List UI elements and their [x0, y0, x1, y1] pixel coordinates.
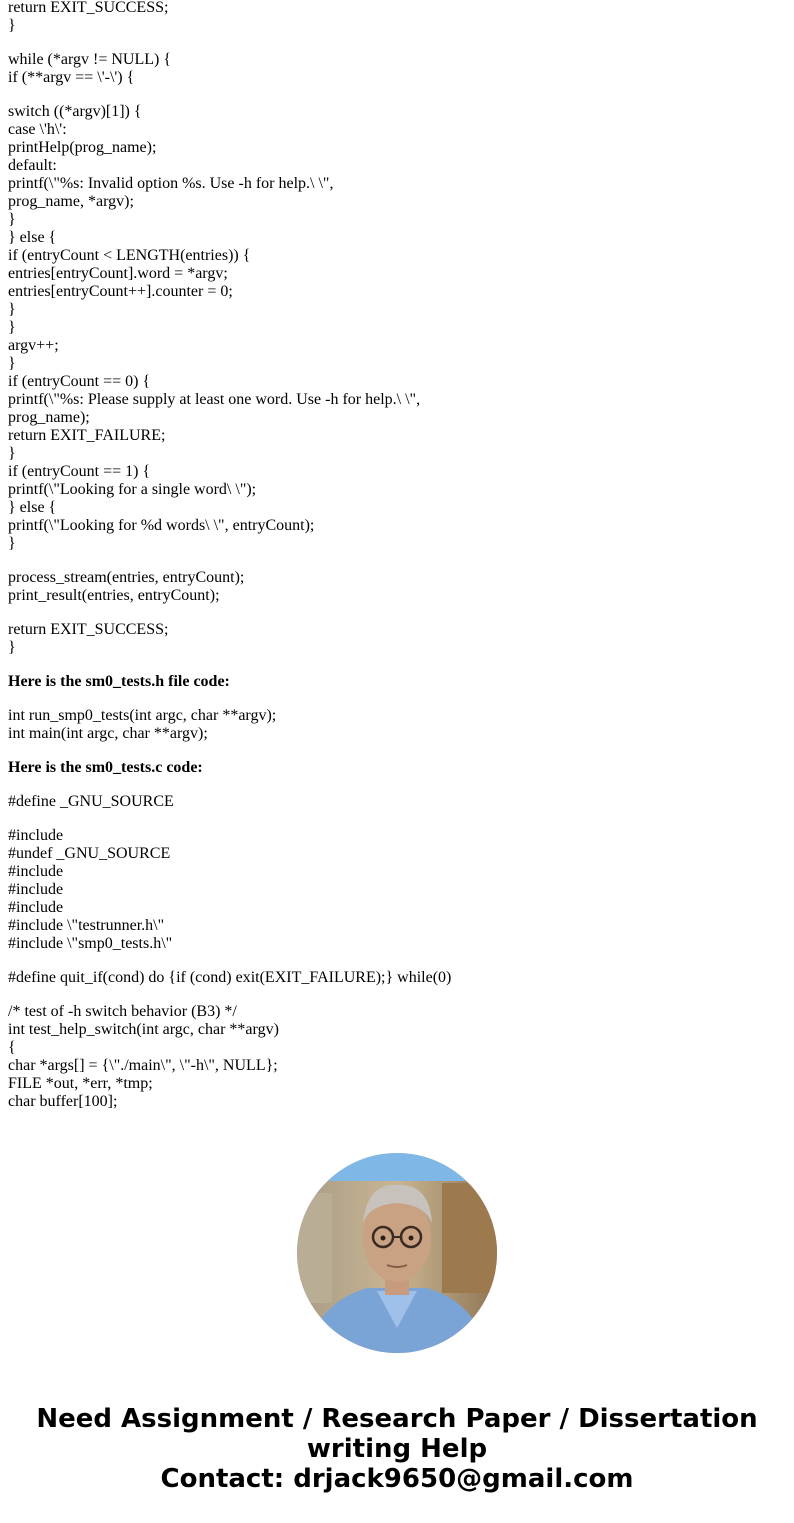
code-line: if (entryCount < LENGTH(entries)) {	[8, 247, 251, 264]
promo-line-2: writing Help	[306, 1434, 488, 1464]
code-line: entries[entryCount].word = *argv;	[8, 265, 228, 282]
code-line: if (entryCount == 0) {	[8, 373, 151, 390]
code-line: }	[8, 319, 16, 336]
code-line: return EXIT_FAILURE;	[8, 427, 166, 444]
code-line: default:	[8, 157, 57, 174]
code-line: #undef _GNU_SOURCE	[8, 845, 171, 862]
code-line: switch ((*argv)[1]) {	[8, 103, 142, 120]
code-line: entries[entryCount++].counter = 0;	[8, 283, 233, 300]
code-line: #define _GNU_SOURCE	[8, 793, 174, 810]
code-line: char *args[] = {\"./main\", \"-h\", NULL};	[8, 1057, 278, 1074]
code-line: #include \"smp0_tests.h\"	[8, 935, 173, 952]
code-paragraph	[8, 969, 788, 987]
code-paragraph	[8, 621, 788, 657]
code-line: }	[8, 211, 16, 228]
code-line: }	[8, 639, 16, 656]
code-paragraph	[8, 793, 788, 811]
code-line: int main(int argc, char **argv);	[8, 725, 208, 742]
code-line: printf(\"%s: Invalid option %s. Use -h for help.\ \",	[8, 175, 334, 192]
section-heading	[8, 673, 788, 691]
code-line: }	[8, 355, 16, 372]
code-line: return EXIT_SUCCESS;	[8, 0, 169, 16]
code-line: }	[8, 445, 16, 462]
code-line: int run_smp0_tests(int argc, char **argv);	[8, 707, 277, 724]
code-line: printf(\"Looking for %d words\ \", entryCount);	[8, 517, 315, 534]
code-paragraph	[8, 569, 788, 605]
code-line: #include \"testrunner.h\"	[8, 917, 165, 934]
code-line: }	[8, 301, 16, 318]
code-paragraph	[8, 0, 788, 35]
code-paragraph	[8, 707, 788, 743]
code-line: }	[8, 17, 16, 34]
code-line: int test_help_switch(int argc, char **argv)	[8, 1021, 279, 1038]
code-line: #include	[8, 881, 64, 898]
code-line: {	[8, 1039, 16, 1056]
code-line: }	[8, 535, 16, 552]
code-line: while (*argv != NULL) {	[8, 51, 172, 68]
code-line: char buffer[100];	[8, 1093, 118, 1110]
code-line: #include	[8, 863, 64, 880]
author-photo	[297, 1153, 497, 1353]
code-line: #include	[8, 827, 64, 844]
code-line: #define quit_if(cond) do {if (cond) exit(EXIT_FAILURE);} while(0)	[8, 969, 452, 986]
code-paragraph	[8, 827, 788, 953]
code-line: printf(\"Looking for a single word\ \");	[8, 481, 257, 498]
code-line: FILE *out, *err, *tmp;	[8, 1075, 153, 1092]
code-line: } else {	[8, 499, 57, 516]
code-line: return EXIT_SUCCESS;	[8, 621, 169, 638]
code-line: argv++;	[8, 337, 59, 354]
section-heading	[8, 759, 788, 777]
code-line: if (**argv == \'-\') {	[8, 69, 135, 86]
code-line: #include	[8, 899, 64, 916]
code-line: print_result(entries, entryCount);	[8, 587, 220, 604]
code-line: /* test of -h switch behavior (B3) */	[8, 1003, 237, 1020]
author-avatar	[297, 1153, 497, 1353]
promo-banner	[0, 1404, 794, 1494]
code-line: Here is the sm0_tests.h file code:	[8, 673, 230, 690]
code-line: prog_name);	[8, 409, 90, 426]
code-line: case \'h\':	[8, 121, 67, 138]
code-line: Here is the sm0_tests.c code:	[8, 759, 203, 776]
code-line: prog_name, *argv);	[8, 193, 134, 210]
code-line: if (entryCount == 1) {	[8, 463, 151, 480]
promo-contact: Contact: drjack9650@gmail.com	[160, 1464, 634, 1494]
code-listing	[8, 0, 788, 1127]
code-paragraph	[8, 103, 788, 553]
code-line: } else {	[8, 229, 57, 246]
code-paragraph	[8, 51, 788, 87]
code-paragraph	[8, 1003, 788, 1111]
code-line: process_stream(entries, entryCount);	[8, 569, 245, 586]
code-line: printHelp(prog_name);	[8, 139, 157, 156]
promo-line-1: Need Assignment / Research Paper / Dissertation	[36, 1404, 758, 1434]
code-line: printf(\"%s: Please supply at least one word. Use -h for help.\ \",	[8, 391, 421, 408]
